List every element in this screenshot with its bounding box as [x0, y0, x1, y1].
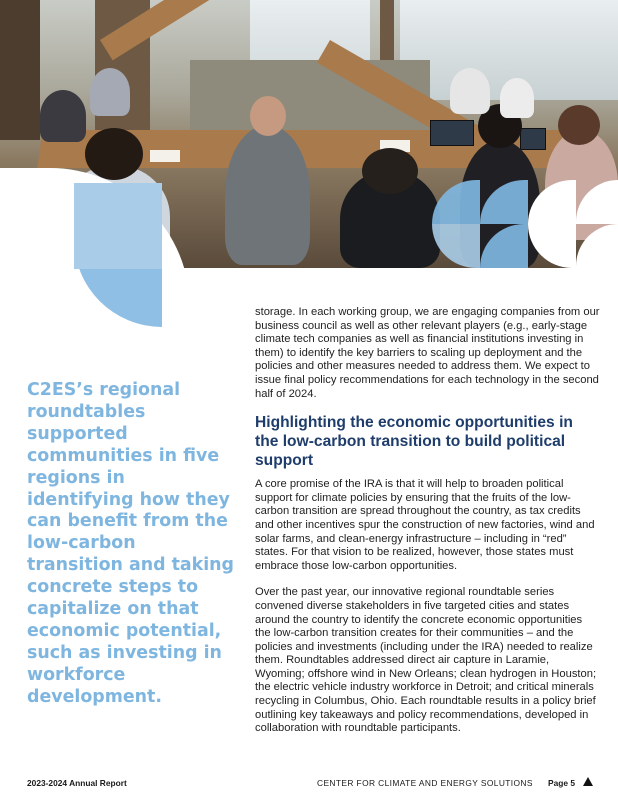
person-head: [250, 96, 286, 136]
organization-name: CENTER FOR CLIMATE AND ENERGY SOLUTIONS: [317, 778, 533, 788]
section-heading: Highlighting the economic opportunities in the low-carbon transition to build political support: [255, 414, 573, 470]
page-number: Page 5: [547, 778, 575, 788]
person: [225, 125, 310, 265]
person-head: [558, 105, 600, 145]
back-to-top-icon[interactable]: [583, 777, 593, 786]
body-paragraph: Over the past year, our innovative regional roundtable series convened diverse stakeholders in five targeted cities and states around the country to identify the concrete economic opportunities the low-carbon transition creates for their communities – and the policies and investments (including under the IRA) needed to realize them. Roundtables addressed direct air capture in Laramie, Wyoming; offshore wind in New Orleans; clean hydrogen in Houston; the electric vehicle industry workforce in Detroit; and critical minerals recycling in Columbus, Ohio. Each roundtable results in a policy brief outlining key takeaways and policy recommendations, developed in collaboration with roundtable participants.: [255, 586, 597, 735]
person-head: [85, 128, 143, 180]
decor-tile: [432, 180, 480, 224]
laptop: [430, 120, 474, 146]
intro-paragraph: storage. In each working group, we are engaging companies from our business council as well as other relevant players (e.g., early-stage climate tech companies as well as financial institutions investing in them) to identify the key barriers to scaling up deployment and the policies and other measures needed to address them. We expect to issue final policy recommendations for each technology in the second half of 2024.: [255, 306, 600, 400]
decor-blue-block: [74, 183, 162, 269]
wall-panel: [0, 0, 40, 140]
laptop: [520, 128, 546, 150]
person: [90, 68, 130, 116]
pull-quote: C2ES’s regional roundtables supported communities in five regions in identifying how they can benefit from the low-carbon transition and taking concrete steps to capitalize on that economic potential, such as investing in workforce development.: [27, 380, 234, 707]
paper: [150, 150, 180, 162]
page-footer: [27, 778, 593, 792]
person: [500, 78, 534, 118]
body-column: [255, 306, 600, 736]
person-head: [362, 148, 418, 194]
person: [450, 68, 490, 114]
decor-tile: [432, 224, 480, 268]
person: [40, 90, 86, 142]
decor-tile: [528, 224, 576, 268]
body-paragraph: A core promise of the IRA is that it will help to broaden political support for climate policies by ensuring that the fruits of the low-carbon transition are spread throughout the country, as tax credits and other incentives spur the construction of new factories, wind and solar farms, and clean-energy infrastructure – including in “red” states. For that vision to be realized, however, those states must embrace those low-carbon opportunities.: [255, 478, 595, 572]
report-title: 2023-2024 Annual Report: [27, 778, 127, 788]
